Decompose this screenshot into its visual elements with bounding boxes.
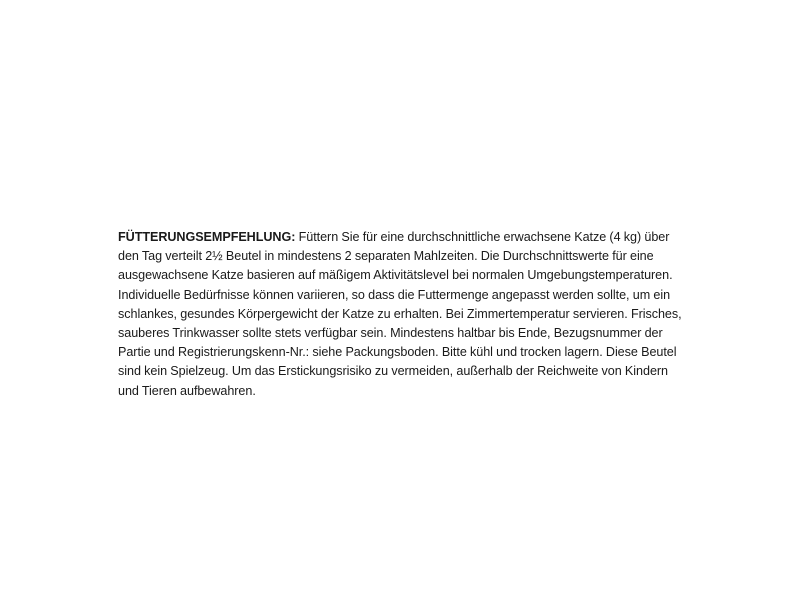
feeding-recommendation-heading: FÜTTERUNGSEMPFEHLUNG: <box>118 230 296 244</box>
feeding-recommendation-body: Füttern Sie für eine durchschnittliche erwachsene Katze (4 kg) über den Tag verteilt 2½ Beutel in mindestens 2 separaten Mahlzeiten. Die Durchschnittswerte für eine ausgewachsene Katze basieren auf mäßigem Aktivitätslevel bei normalen Umgebungstemperaturen. Individuelle Bedürfnisse können variieren, so dass die Futtermenge angepasst werden sollte, um ein schlankes, gesundes Körpergewicht der Katze zu erhalten. Bei Zimmertemperatur servieren. Frisches, sauberes Trinkwasser sollte stets verfügbar sein. Mindestens haltbar bis Ende, Bezugsnummer der Partie und Registrierungskenn-Nr.: siehe Packungsboden. Bitte kühl und trocken lagern. Diese Beutel sind kein Spielzeug. Um das Erstickungsrisiko zu vermeiden, außerhalb der Reichweite von Kindern und Tieren aufbewahren. <box>118 230 682 398</box>
feeding-recommendation-paragraph <box>118 228 684 401</box>
feeding-recommendation-block <box>118 228 684 401</box>
